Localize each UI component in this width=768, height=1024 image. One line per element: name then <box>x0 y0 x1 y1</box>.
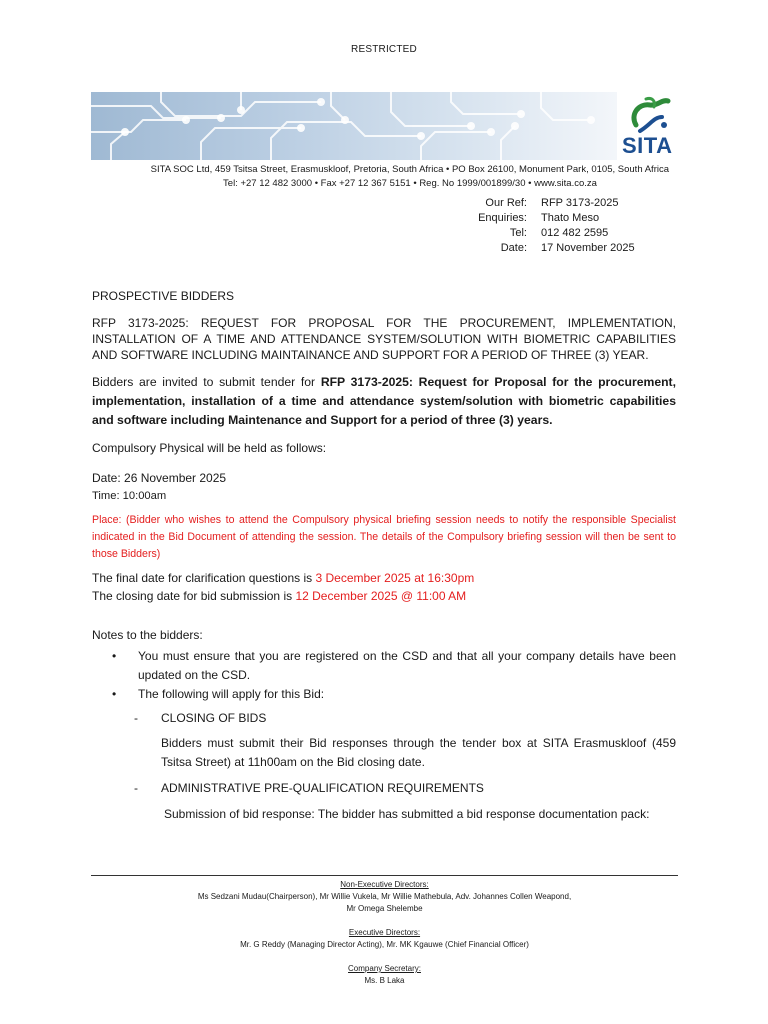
non-exec-names: Ms Sedzani Mudau(Chairperson), Mr Willie Vukela, Mr Willie Mathebula, Adv. Johannes Collen Weapond, <box>197 892 572 901</box>
address-line: SITA SOC Ltd, 459 Tsitsa Street, Erasmuskloof, Pretoria, South Africa • PO Box 26100, Monument Park, 0105, South Africa <box>150 164 669 175</box>
closing-date: 12 December 2025 @ 11:00 AM <box>295 589 467 603</box>
ref-row <box>470 196 635 211</box>
date-value: 17 November 2025 <box>541 242 635 254</box>
bullet-icon: • <box>112 649 117 663</box>
bullet-icon: • <box>112 687 117 701</box>
admin-heading <box>92 780 676 796</box>
briefing-date: Date: 26 November 2025 <box>92 471 227 485</box>
closing-mid: for bid submission is <box>180 589 296 603</box>
closing-bids-title: CLOSING OF BIDS <box>161 711 267 725</box>
rfp-title: RFP 3173-2025: REQUEST FOR PROPOSAL FOR THE PROCUREMENT, IMPLEMENTATION, INSTALLATION OF A TIME AND ATTENDANCE SYSTEM/SOLUTION WITH BIOMETRIC CAPABILITIES AND SOFTWARE INCLUDING MAINTAINANCE AND SUPPORT FOR A PERIOD OF THREE (3) YEAR. <box>92 316 676 362</box>
compulsory-heading: Compulsory Physical will be held as follows: <box>92 441 327 455</box>
enquiries-label: Enquiries: <box>478 212 527 224</box>
sita-logo <box>620 95 680 161</box>
non-exec-heading: Non-Executive Directors: <box>340 880 429 889</box>
sita-logo-mark-icon <box>628 95 672 135</box>
circuit-pattern <box>91 92 617 160</box>
ref-value: RFP 3173-2025 <box>541 197 619 209</box>
addressee-heading: PROSPECTIVE BIDDERS <box>92 289 235 303</box>
place-label: Place: <box>92 514 126 526</box>
clarification-prefix: The final date for <box>92 571 186 585</box>
bullet-text: The following will apply for this Bid: <box>138 687 325 701</box>
dash-icon: - <box>134 781 138 795</box>
sita-logo-text: SITA <box>622 133 673 158</box>
enquiries-value: Thato Meso <box>541 212 600 224</box>
reference-block <box>470 196 635 256</box>
clarification-date: 3 December 2025 at 16:30pm <box>315 571 475 585</box>
closing-prefix: The <box>92 589 117 603</box>
clarification-mid: is <box>300 571 316 585</box>
briefing-time: Time: 10:00am <box>92 490 167 502</box>
enquiries-row <box>470 211 635 226</box>
tel-value: 012 482 2595 <box>541 227 609 239</box>
intro-prefix: Bidders are invited to submit tender for <box>92 375 321 389</box>
list-item <box>92 685 676 704</box>
exec-heading: Executive Directors: <box>348 928 421 937</box>
company-address <box>91 163 681 191</box>
closing-label: closing date <box>116 589 181 603</box>
date-label: Date: <box>500 242 527 254</box>
intro-rfp-bold: RFP 3173-2025: Request for Proposal for the procurement, implementation, installation of a time and attendance system/solution with biometric capabilities and software including Maintenance and Support for a period of three (3) years. <box>92 375 676 427</box>
ref-label: Our Ref: <box>485 197 527 209</box>
notes-heading: Notes to the bidders: <box>92 628 203 642</box>
place-text: (Bidder who wishes to attend the Compulsory physical briefing session needs to notify the responsible Specialist indicated in the Bid Document of attending the session. The details of the Compulsory briefing session will then be sent to those Bidders) <box>92 514 676 560</box>
admin-text: Submission of bid response: The bidder has submitted a bid response documentation pack: <box>164 807 650 821</box>
date-row <box>470 241 635 256</box>
clarification-deadline <box>92 569 676 587</box>
briefing-place <box>92 512 676 563</box>
clarification-label: clarification questions <box>185 571 301 585</box>
tel-row <box>470 226 635 241</box>
circuit-banner-image <box>91 92 617 160</box>
dash-icon: - <box>134 711 138 725</box>
non-exec-names-cont: Mr Omega Shelembe <box>346 904 423 913</box>
letter-body <box>92 288 676 823</box>
closing-deadline <box>92 587 676 605</box>
notes-list <box>92 647 676 704</box>
closing-bids-text: Bidders must submit their Bid responses through the tender box at SITA Erasmuskloof (459 Tsitsa Street) at 11h00am on the Bid closing date. <box>161 736 676 769</box>
tel-label: Tel: <box>509 227 527 239</box>
list-item <box>92 647 676 685</box>
closing-bids-heading <box>92 710 676 726</box>
secretary-heading: Company Secretary: <box>348 964 421 973</box>
classification-label: RESTRICTED <box>351 44 417 55</box>
secretary-name: Ms. B Laka <box>364 976 405 985</box>
footer-directors <box>91 879 678 987</box>
admin-title: ADMINISTRATIVE PRE-QUALIFICATION REQUIREMENTS <box>161 781 484 795</box>
exec-names: Mr. G Reddy (Managing Director Acting), Mr. MK Kgauwe (Chief Financial Officer) <box>240 940 529 949</box>
bullet-text: You must ensure that you are registered on the CSD and that all your company details have been updated on the CSD. <box>138 649 676 682</box>
contact-line: Tel: +27 12 482 3000 • Fax +27 12 367 5151 • Reg. No 1999/001899/30 • www.sita.co.za <box>223 178 597 189</box>
footer-divider <box>91 875 678 876</box>
intro-paragraph <box>92 373 676 430</box>
